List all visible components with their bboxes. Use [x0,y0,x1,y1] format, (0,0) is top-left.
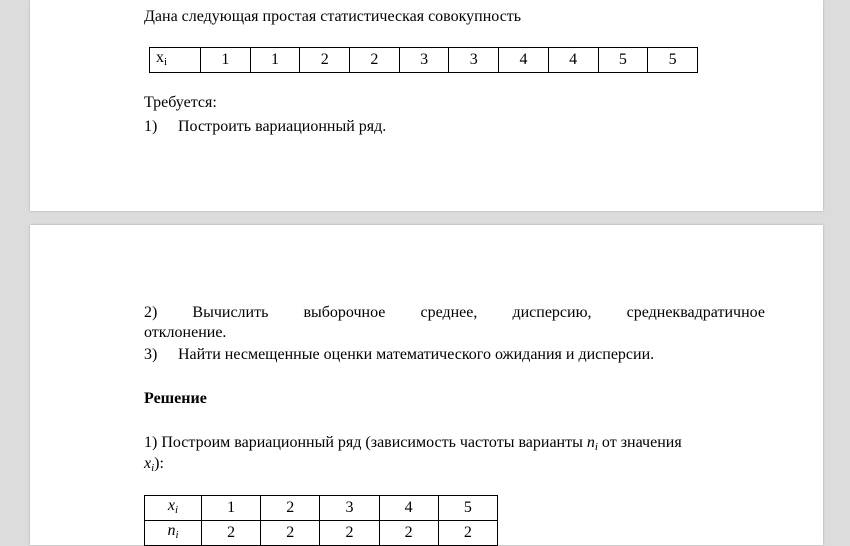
table-cell: 4 [548,48,598,73]
table-cell: 2 [350,48,400,73]
table-cell: 3 [449,48,499,73]
task-2-number: 2) [144,304,158,321]
table-header-cell: $x_i$ [145,496,202,521]
document-page-1 [30,0,823,211]
requirement-label: Требуется: [144,94,217,111]
task-2-line-2: отклонение. [144,324,227,341]
table-cell: 2 [261,521,320,546]
task-2-word: Вычислить [192,304,269,321]
table-header-cell: $x_i$ [150,48,201,73]
population-table [149,47,698,73]
task-2-word: дисперсию, [512,304,592,321]
task-3-number: 3) [144,346,158,363]
table-cell: 2 [438,521,497,546]
table-cell: 2 [379,521,438,546]
task-2-word: выборочное [303,304,386,321]
table-cell: 5 [598,48,648,73]
variation-series-table [144,495,498,546]
solution-heading: Решение [144,390,207,407]
table-cell: 5 [648,48,698,73]
document-page-2 [30,225,823,545]
task-3-text: Найти несмещенные оценки математического ожидания и дисперсии. [178,346,655,363]
table-cell: 3 [399,48,449,73]
table-header-cell: $n_i$ [145,521,202,546]
table-cell: 1 [202,496,261,521]
table-cell: 1 [250,48,300,73]
table-cell: 2 [261,496,320,521]
task-2-word: среднее, [420,304,478,321]
solution-step-1-line-1: 1) Построим вариационный ряд (зависимость частоты варианты $n_i$ от значения [144,434,682,453]
task-1-text: Построить вариационный ряд. [178,118,387,135]
task-2-word: среднеквадратичное [626,304,765,321]
intro-text: Дана следующая простая статистическая совокупность [144,8,522,25]
table-cell: 2 [300,48,350,73]
solution-step-1-line-2: $x_i$): [144,455,164,474]
table-cell: 3 [320,496,379,521]
table-cell: 1 [201,48,251,73]
task-1-number: 1) [144,118,158,135]
table-row [150,48,698,73]
table-row [145,496,498,521]
table-cell: 2 [202,521,261,546]
table-row [145,521,498,546]
table-cell: 2 [320,521,379,546]
table-cell: 5 [438,496,497,521]
task-2-line-1 [144,303,765,322]
table-cell: 4 [379,496,438,521]
table-cell: 4 [499,48,549,73]
